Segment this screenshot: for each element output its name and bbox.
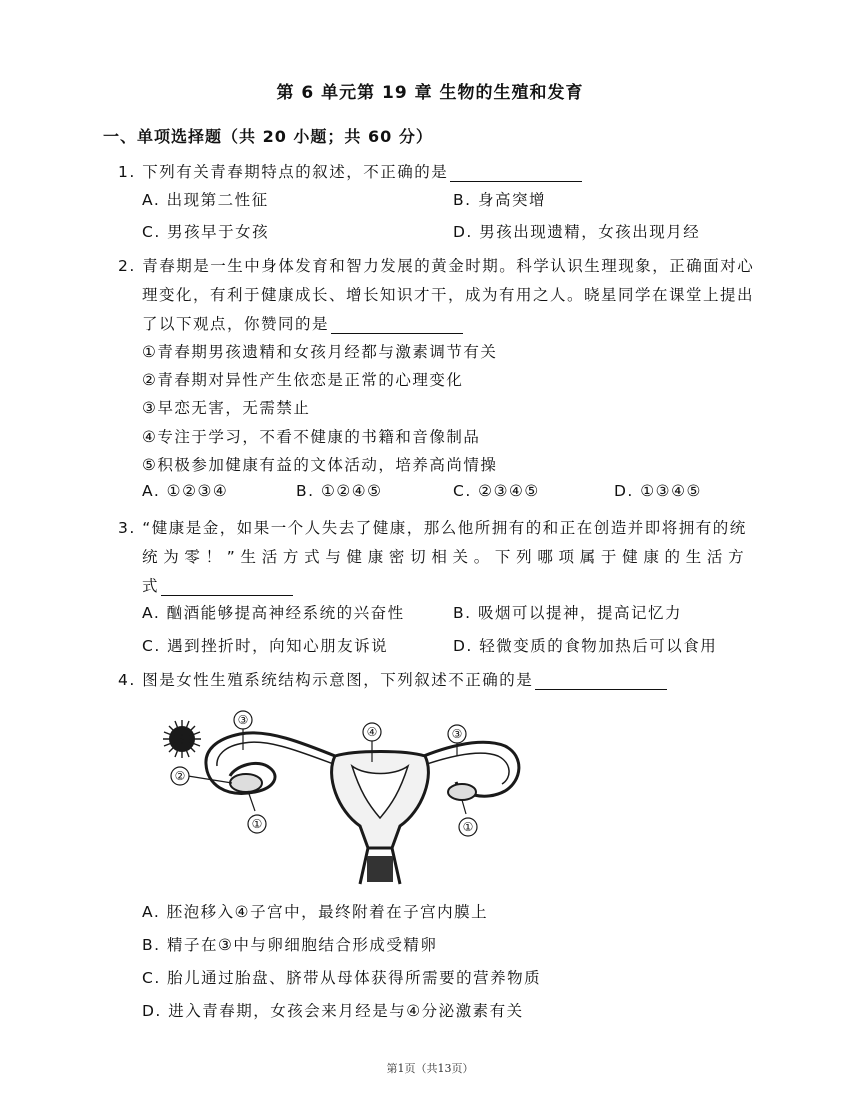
label-2: ② (174, 769, 186, 783)
q3-option-d: D. 轻微变质的食物加热后可以食用 (453, 637, 718, 655)
q4-option-d: D. 进入青春期，女孩会来月经是与④分泌激素有关 (142, 1002, 524, 1020)
label-1-left: ① (251, 817, 263, 831)
q1-option-c: C. 男孩早于女孩 (142, 223, 270, 241)
q1-option-b: B. 身高突增 (453, 191, 546, 209)
q2-point-2: ②青春期对异性产生依恋是正常的心理变化 (142, 371, 464, 389)
q4-stem (118, 668, 667, 690)
label-4: ④ (366, 725, 378, 739)
q2-stem-line1: 2. 青春期是一生中身体发育和智力发展的黄金时期。科学认识生理现象，正确面对心 (118, 257, 755, 275)
q1-option-d: D. 男孩出现遗精，女孩出现月经 (453, 223, 701, 241)
q3-stem-line3-text: 式 (142, 577, 160, 595)
page-title: 第 6 单元第 19 章 生物的生殖和发育 (276, 83, 584, 103)
q1-stem (118, 160, 582, 182)
q3-option-c: C. 遇到挫折时，向知心朋友诉说 (142, 637, 389, 655)
q2-answer-blank (331, 316, 463, 334)
section-heading: 一、单项选择题（共 20 小题；共 60 分） (103, 127, 433, 146)
q2-point-5: ⑤积极参加健康有益的文体活动，培养高尚情操 (142, 456, 498, 474)
page-footer: 第1页（共13页） (386, 1062, 474, 1075)
q3-option-b: B. 吸烟可以提神，提高记忆力 (453, 604, 682, 622)
female-reproductive-system-diagram (160, 706, 530, 886)
q3-stem-line2: 统为零！”生活方式与健康密切相关。下列哪项属于健康的生活方 (142, 548, 750, 566)
right-ovary (448, 784, 476, 800)
q2-option-c: C. ②③④⑤ (453, 482, 540, 500)
q2-stem-line3 (142, 312, 463, 334)
q2-point-4: ④专注于学习，不看不健康的书籍和音像制品 (142, 428, 481, 446)
q4-stem-text: 4. 图是女性生殖系统结构示意图，下列叙述不正确的是 (118, 671, 534, 689)
q3-option-a: A. 酗酒能够提高神经系统的兴奋性 (142, 604, 405, 622)
label-3-right: ③ (451, 727, 463, 741)
q1-answer-blank (450, 164, 582, 182)
q1-option-a: A. 出现第二性征 (142, 191, 269, 209)
label-3-left: ③ (237, 713, 249, 727)
q2-stem-line3-text: 了以下观点，你赞同的是 (142, 315, 330, 333)
ovum-burst (163, 720, 201, 758)
q2-option-b: B. ①②④⑤ (296, 482, 383, 500)
q3-answer-blank (161, 578, 293, 596)
q1-stem-text: 1. 下列有关青春期特点的叙述，不正确的是 (118, 163, 449, 181)
label-1-right: ① (462, 820, 474, 834)
q2-option-a: A. ①②③④ (142, 482, 229, 500)
q4-option-b: B. 精子在③中与卵细胞结合形成受精卵 (142, 936, 438, 954)
q3-stem-line3 (142, 574, 293, 596)
q2-point-1: ①青春期男孩遗精和女孩月经都与激素调节有关 (142, 343, 498, 361)
q2-stem-line2: 理变化，有利于健康成长、增长知识才干，成为有用之人。晓星同学在课堂上提出 (142, 286, 755, 304)
left-fallopian-tube (206, 733, 350, 794)
q2-point-3: ③早恋无害，无需禁止 (142, 399, 311, 417)
q3-stem-line1: 3. “健康是金，如果一个人失去了健康，那么他所拥有的和正在创造并即将拥有的统 (118, 519, 747, 537)
q4-answer-blank (535, 672, 667, 690)
q4-option-c: C. 胎儿通过胎盘、脐带从母体获得所需要的营养物质 (142, 969, 542, 987)
q2-option-d: D. ①③④⑤ (614, 482, 702, 500)
left-ovary (230, 774, 262, 792)
q4-option-a: A. 胚泡移入④子宫中，最终附着在子宫内膜上 (142, 903, 489, 921)
